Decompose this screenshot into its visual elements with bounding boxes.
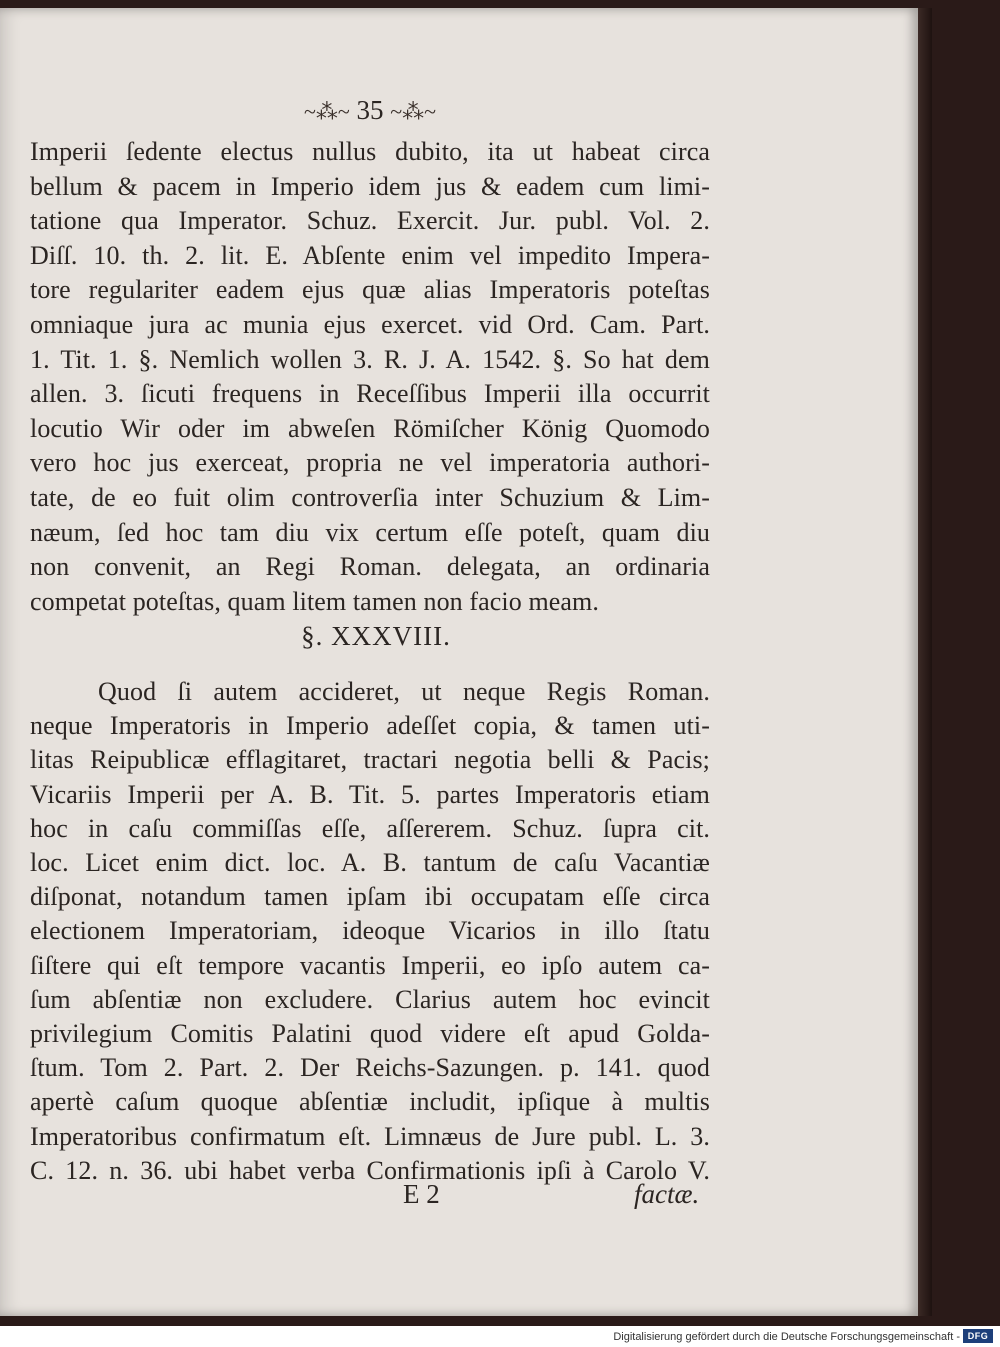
text-line: competat poteſtas, quam litem tamen non facio meam. [30,586,599,616]
text-line: allen. 3. ſicuti frequens in Receſſibus Imperii illa occurrit [30,379,710,409]
text-line: non convenit, an Regi Roman. delegata, an ordinaria [30,552,710,582]
footer-credit: Digitalisierung gefördert durch die Deutsche Forschungsgemeinschaft - [613,1331,960,1343]
catchword: factæ. [634,1179,700,1209]
page-edge [918,8,932,1316]
text-line: locutio Wir oder im abweſen Römiſcher König Quomodo [30,413,710,443]
text-line: 1. Tit. 1. §. Nemlich wollen 3. R. J. A. 1542. §. So hat dem [30,344,710,374]
text-line: electionem Imperatoriam, ideoque Vicarios in illo ſtatu [30,916,710,946]
text-line: tore regulariter eadem ejus quæ alias Imperatoris poteſtas [30,275,710,305]
text-line: tatione qua Imperator. Schuz. Exercit. Jur. publ. Vol. 2. [30,206,710,236]
text-line: C. 12. n. 36. ubi habet verba Confirmationis ipſi à Carolo V. [30,1155,710,1185]
text-line: ſum abſentiæ non excludere. Clarius autem hoc evincit [30,984,710,1014]
text-line: loc. Licet enim dict. loc. A. B. tantum de caſu Vacantiæ [30,848,710,877]
text-line: hoc in caſu commiſſas eſſe, aſſererem. Schuz. ſupra cit. [30,813,710,843]
text-line: diſponat, notandum tamen ipſam ibi occupatam eſſe circa [30,882,710,912]
ornament-left: ~⁂~ [303,99,350,124]
text-line: bellum & pacem in Imperio idem jus & eadem cum limi- [30,171,710,201]
text-line: privilegium Comitis Palatini quod videre eſt apud Golda- [30,1019,710,1048]
signature-mark: E 2 [403,1179,440,1209]
text-line: Diſſ. 10. th. 2. lit. E. Abſente enim vel impedito Impera- [30,240,710,270]
text-line: næum, ſed hoc tam diu vix certum eſſe poteſt, quam diu [30,517,710,547]
book-page [0,8,918,1316]
text-line: litas Reipublicæ efflagitaret, tractari negotia belli & Pacis; [30,745,710,775]
ornament-right: ~⁂~ [390,99,437,124]
text-line: neque Imperatoris in Imperio adeſſet copia, & tamen uti- [30,711,710,741]
section-heading: §. XXXVIII. [301,621,451,651]
text-line: tate, de eo fuit olim controverſia inter Schuzium & Lim- [30,483,710,512]
text-line: ſtum. Tom 2. Part. 2. Der Reichs-Sazungen. p. 141. quod [30,1053,710,1083]
text-line: ſiſtere qui eſt tempore vacantis Imperii, eo ipſo autem ca- [30,950,710,980]
page-number: 35 [356,95,384,125]
text-line: Quod ſi autem accideret, ut neque Regis Roman. [98,677,710,706]
text-line: vero hoc jus exerceat, propria ne vel imperatoria authori- [30,448,710,478]
dfg-logo: DFG [963,1329,993,1343]
text-line: apertè caſum quoque abſentiæ includit, ipſique à multis [30,1087,710,1117]
text-line: Imperii ſedente electus nullus dubito, ita ut habeat circa [30,137,710,166]
text-line: Vicariis Imperii per A. B. Tit. 5. partes Imperatoris etiam [30,779,710,809]
text-line: Imperatoribus confirmatum eſt. Limnæus de Jure publ. L. 3. [30,1121,710,1151]
page-header [280,92,460,128]
text-line: omniaque jura ac munia ejus exercet. vid Ord. Cam. Part. [30,310,710,339]
